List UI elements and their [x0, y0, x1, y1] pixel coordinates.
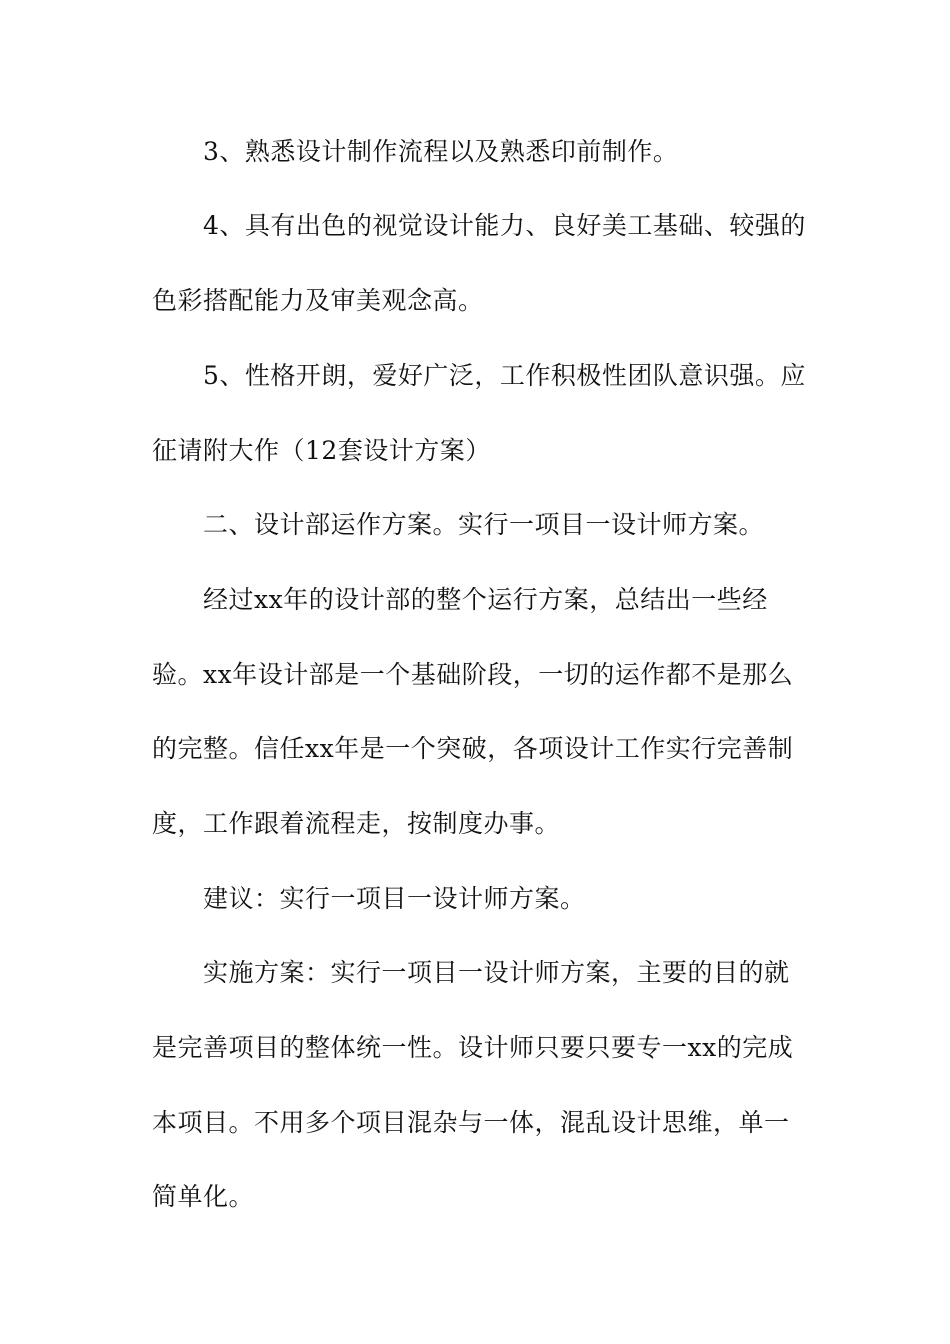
section-heading: 二、设计部运作方案。实行一项目一设计师方案。: [203, 510, 765, 539]
paragraph-implementation-line-2: 是完善项目的整体统一性。设计师只要只要专一xx的完成: [152, 1033, 794, 1062]
paragraph-implementation-line-4: 简单化。: [152, 1182, 255, 1211]
list-item-3: 3、熟悉设计制作流程以及熟悉印前制作。: [203, 137, 679, 166]
paragraph-experience-line-2: 验。xx年设计部是一个基础阶段，一切的运作都不是那么: [152, 660, 794, 689]
list-item-5: 5、性格开朗，爱好广泛，工作积极性团队意识强。应: [203, 361, 806, 390]
paragraph-implementation-line-3: 本项目。不用多个项目混杂与一体，混乱设计思维，单一: [152, 1108, 790, 1137]
list-item-4-continued: 色彩搭配能力及审美观念高。: [152, 286, 484, 315]
paragraph-implementation: 实施方案：实行一项目一设计师方案，主要的目的就: [203, 958, 790, 987]
paragraph-experience-line-3: 的完整。信任xx年是一个突破，各项设计工作实行完善制: [152, 734, 794, 763]
list-item-4: 4、具有出色的视觉设计能力、良好美工基础、较强的: [203, 211, 806, 240]
paragraph-experience-line-4: 度，工作跟着流程走，按制度办事。: [152, 809, 561, 838]
paragraph-suggestion: 建议：实行一项目一设计师方案。: [203, 884, 586, 913]
list-item-5-continued: 征请附大作（12套设计方案）: [152, 436, 491, 465]
paragraph-experience: 经过xx年的设计部的整个运行方案，总结出一些经: [203, 585, 768, 614]
